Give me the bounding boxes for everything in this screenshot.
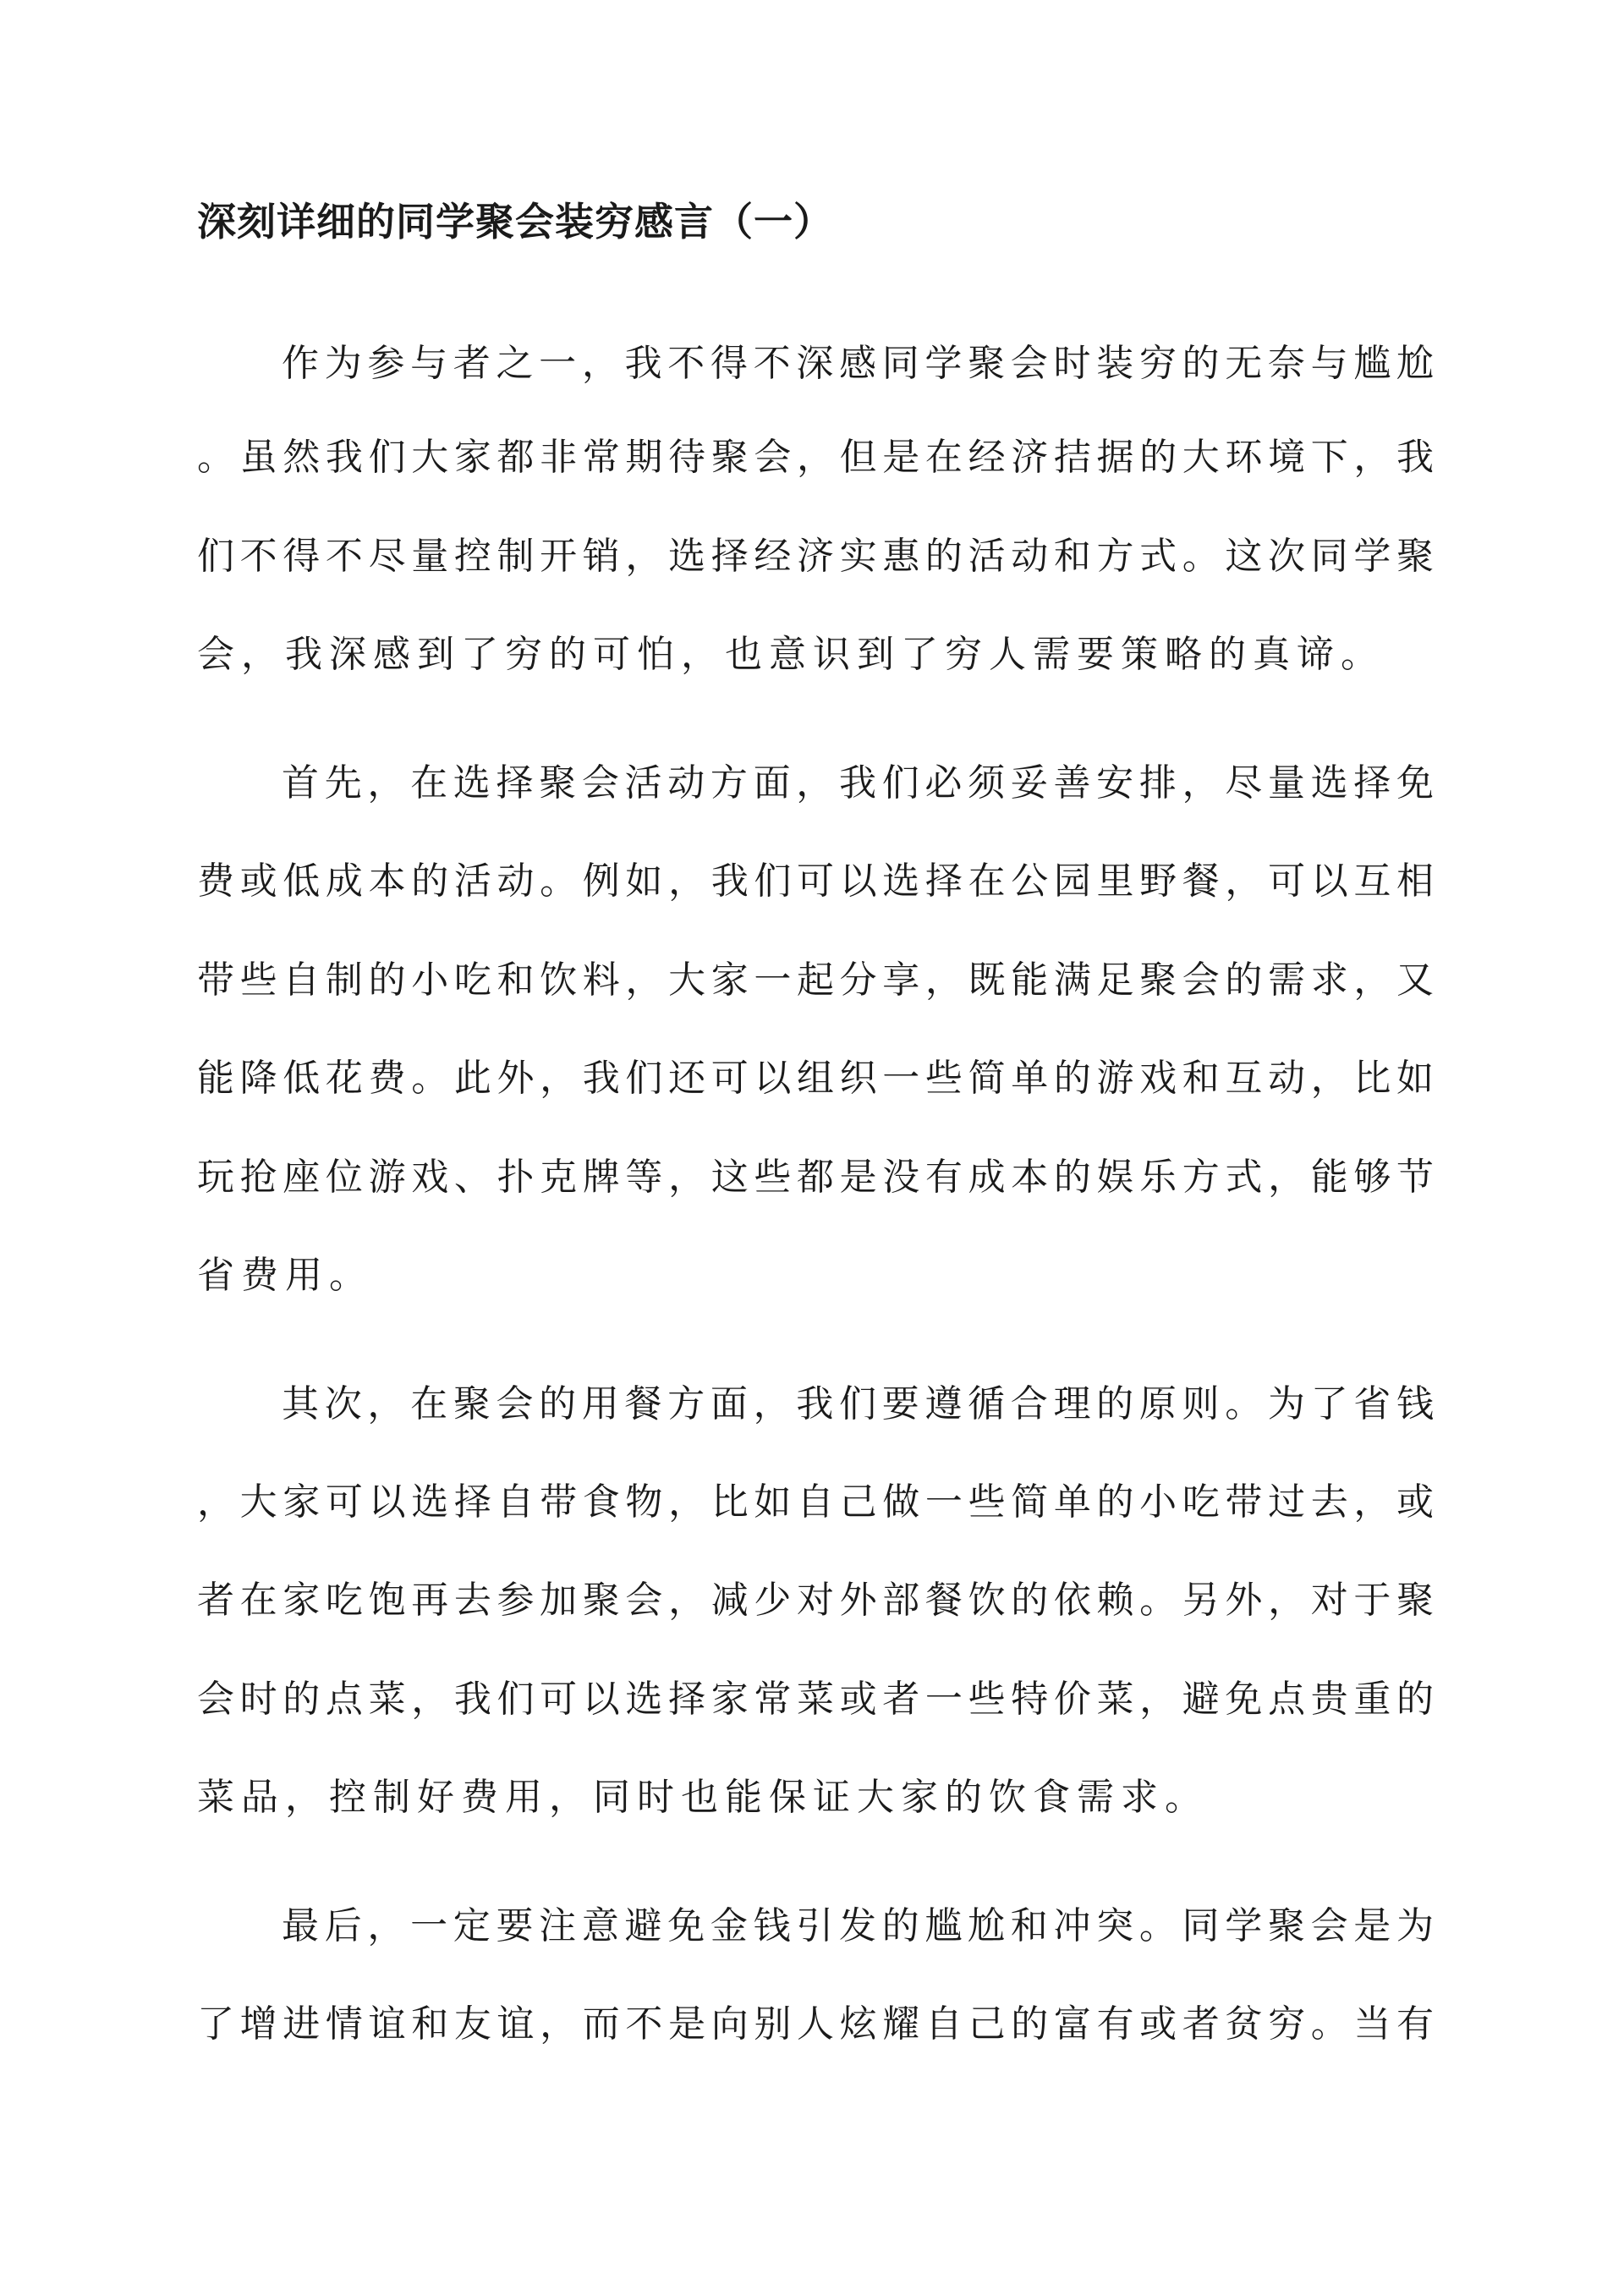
paragraph-2-line-2: 费或低成本的活动。例如，我们可以选择在公园里野餐，可以互相 <box>197 860 1434 903</box>
paragraph-2-line-1: 首先，在选择聚会活动方面，我们必须妥善安排，尽量选择免 <box>282 761 1434 805</box>
paragraph-2-line-5: 玩抢座位游戏、扑克牌等，这些都是没有成本的娱乐方式，能够节 <box>197 1156 1434 1199</box>
paragraph-4-line-1: 最后，一定要注意避免金钱引发的尴尬和冲突。同学聚会是为 <box>282 1904 1434 1947</box>
paragraph-3-line-4: 会时的点菜，我们可以选择家常菜或者一些特价菜，避免点贵重的 <box>197 1678 1434 1721</box>
document-title: 深刻详细的同学聚会装穷感言（一） <box>197 199 833 244</box>
paragraph-3-line-1: 其次，在聚会的用餐方面，我们要遵循合理的原则。为了省钱 <box>282 1382 1434 1425</box>
paragraph-4-line-2: 了增进情谊和友谊，而不是向别人炫耀自己的富有或者贫穷。当有 <box>197 2002 1434 2046</box>
paragraph-3-line-5: 菜品，控制好费用，同时也能保证大家的饮食需求。 <box>197 1776 1209 1819</box>
paragraph-1-line-4: 会，我深感到了穷的可怕，也意识到了穷人需要策略的真谛。 <box>197 633 1385 676</box>
paragraph-2-line-6: 省费用。 <box>197 1254 373 1297</box>
paragraph-3-line-2: ，大家可以选择自带食物，比如自己做一些简单的小吃带过去，或 <box>197 1480 1434 1524</box>
paragraph-1-line-2: 。虽然我们大家都非常期待聚会，但是在经济拮据的大环境下，我 <box>197 436 1434 479</box>
paragraph-2-line-4: 能降低花费。此外，我们还可以组织一些简单的游戏和互动，比如 <box>197 1057 1434 1100</box>
paragraph-2-line-3: 带些自制的小吃和饮料，大家一起分享，既能满足聚会的需求，又 <box>197 958 1434 1002</box>
paragraph-3-line-3: 者在家吃饱再去参加聚会，减少对外部餐饮的依赖。另外，对于聚 <box>197 1579 1434 1622</box>
paragraph-1-line-3: 们不得不尽量控制开销，选择经济实惠的活动和方式。这次同学聚 <box>197 535 1434 578</box>
paragraph-1-line-1: 作为参与者之一，我不得不深感同学聚会时装穷的无奈与尴尬 <box>282 342 1434 385</box>
